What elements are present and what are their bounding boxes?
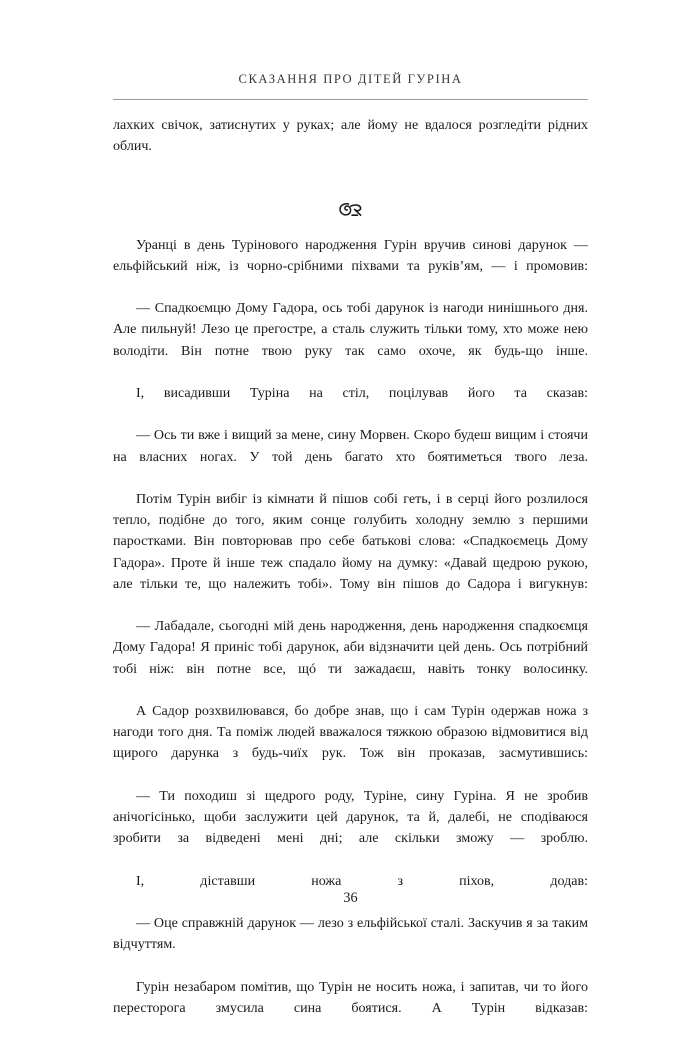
paragraph: Потім Турін вибіг із кімнати й пішов собі геть, і в серці його розлилося тепло, подібне до того, яким сонце голубить холодну землю з першими паростками. Він повторював про себе батькові слова: «Спадкоємець Дому Гадора». Проте й інше теж спадало йому на думку: «Давай щедрою рукою, але тільки те, що належить тобі». Тому він пішов до Садора і вигукнув: (113, 491, 588, 592)
paragraph: І, діставши ножа з піхов, додав: (136, 872, 588, 889)
paragraph: — Ти походиш зі щедрого роду, Туріне, сину Гуріна. Я не зробив анічогісінько, щоби заслужити цей дарунок, та й, далебі, не сподіваюся зробити за відведені мені дні; але скільки зможу — зроблю. (113, 787, 588, 847)
paragraph: Уранці в день Турінового народження Гурін вручив синові дарунок — ельфійський ніж, із чорно-срібними піхвами та руків’ям, — і промовив: (113, 236, 588, 274)
paragraph: — Лабадале, сьогодні мій день народження, день народження спадкоємця Дому Гадора! Я приніс тобі дарунок, аби відзначити цей день. Ось потрібний тобі ніж: він потне все, щó ти зажадаєш, навіть тонку волосинку. (113, 618, 588, 677)
paragraph: лахких свічок, затиснутих у руках; але йому не вдалося розгледіти рідних облич. (113, 117, 588, 155)
paragraph: А Садор розхвилювався, бо добре знав, що і сам Турін одержав ножа з нагоди того дня. Та поміж людей вважалося тяжкою образою відмовитися від щирого дарунка з будь-чиїх рук. Тож він проказав, засмутившись: (113, 703, 588, 762)
paragraph: — Ось ти вже і вищий за мене, сину Морвен. Скоро будеш вищим і стоячи на власних ногах. У той день багато хто боятиметься твого леза. (113, 427, 588, 465)
paragraph: — Спадкоємцю Дому Гадора, ось тобі дарунок із нагоди нинішнього дня. Але пильнуй! Лезо це прегостре, а сталь служить тільки тому, хто може нею володіти. Він потне твою руку так само охоче, як будь-що інше. (113, 300, 588, 359)
paragraph: І, висадивши Туріна на стіл, поцілував його та сказав: (136, 385, 588, 402)
header-rule (113, 99, 588, 100)
page-number: 36 (343, 890, 358, 906)
paragraph: — Оце справжній дарунок — лезо з ельфійської сталі. Заскучив я за таким відчуттям. (113, 915, 588, 953)
paragraph: Гурін незабаром помітив, що Турін не носить ножа, і запитав, чи то його пересторога змусила сина боятися. А Турін відказав: (113, 978, 588, 1016)
running-head: СКАЗАННЯ ПРО ДІТЕЙ ГУРІНА (238, 72, 463, 86)
fleuron-ornament (113, 200, 588, 220)
